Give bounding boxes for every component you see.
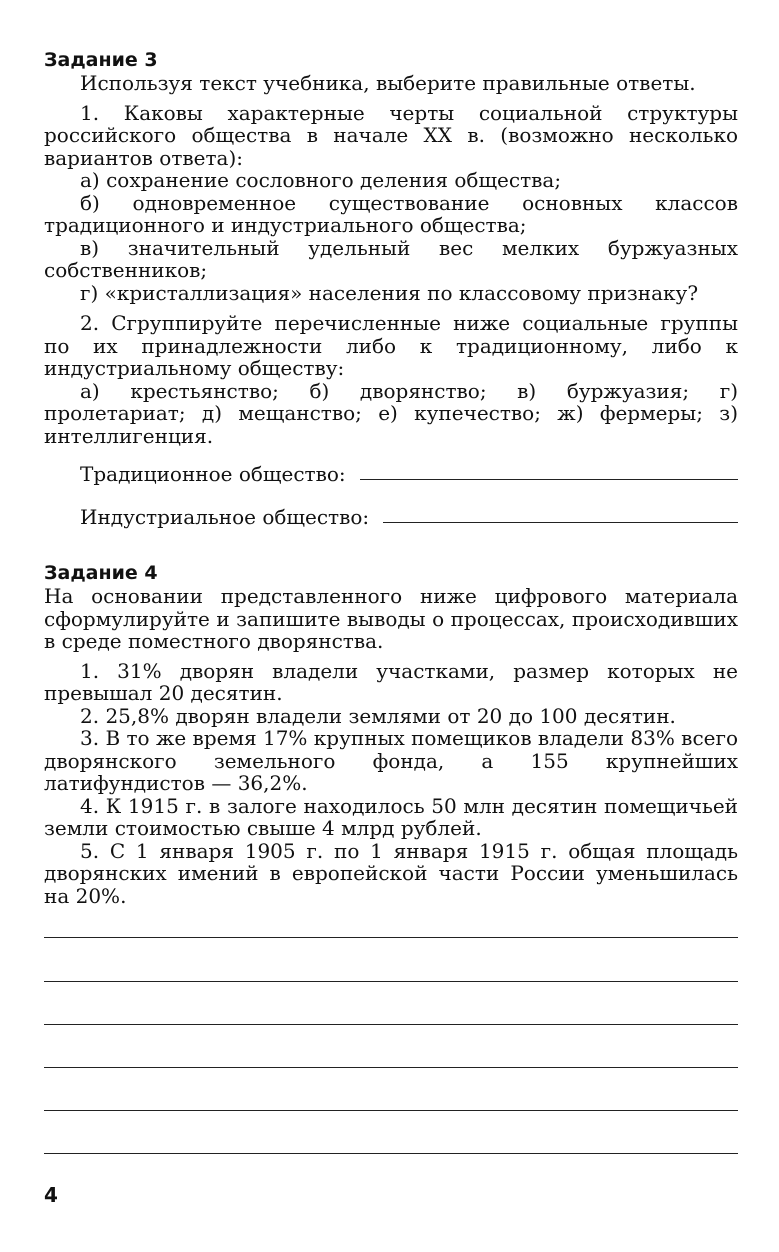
answer-line[interactable] bbox=[44, 1153, 738, 1154]
answer-line[interactable] bbox=[44, 1067, 738, 1068]
task3-intro: Используя текст учебника, выберите правильные ответы. bbox=[80, 71, 696, 95]
task3-q1-option-d: г) «кристаллизация» населения по классовому признаку? bbox=[80, 280, 699, 305]
industrial-society-label: Индустриальное общество: bbox=[80, 505, 370, 529]
task3-q1-option-b: б) одновременное существование основных классов традиционного и индустриального общества; bbox=[44, 190, 738, 237]
task3-body bbox=[44, 72, 738, 447]
task3-q2-text: 2. Сгруппируйте перечисленные ниже социальные группы по их принадлежности либо к традиционному, либо к индустриальному обществу: bbox=[44, 311, 738, 380]
task4-title: Задание 4 bbox=[44, 562, 158, 584]
task4-fact-1: 1. 31% дворян владели участками, размер которых не превышал 20 десятин. bbox=[44, 658, 738, 705]
traditional-society-answer-line[interactable] bbox=[360, 473, 738, 480]
answer-line[interactable] bbox=[44, 1024, 738, 1025]
task3-q2-list: а) крестьянство; б) дворянство; в) буржуазия; г) пролетариат; д) мещанство; е) купечество; ж) фермеры; з) интеллигенция. bbox=[44, 378, 738, 448]
task3-q1-text: 1. Каковы характерные черты социальной структуры российского общества в начале XX в. (возможно несколько вариантов ответа): bbox=[44, 100, 738, 170]
traditional-society-row bbox=[80, 460, 738, 486]
task4-body bbox=[44, 585, 738, 907]
answer-line[interactable] bbox=[44, 1110, 738, 1111]
task4-fact-4: 4. К 1915 г. в залоге находилось 50 млн десятин помещичьей земли стоимостью свыше 4 млрд рублей. bbox=[44, 793, 738, 840]
task4-fact-2: 2. 25,8% дворян владели землями от 20 до 100 десятин. bbox=[80, 703, 676, 728]
page-number: 4 bbox=[44, 1183, 58, 1207]
task4-fact-3: 3. В то же время 17% крупных помещиков владели 83% всего дворянского земельного фонда, а 155 крупнейших латифундистов — 36,2%. bbox=[44, 726, 738, 795]
task3-q1-option-a: а) сохранение сословного деления общества; bbox=[80, 168, 562, 192]
answer-line[interactable] bbox=[44, 981, 738, 982]
traditional-society-label: Традиционное общество: bbox=[80, 462, 346, 486]
answer-line[interactable] bbox=[44, 937, 738, 938]
task3-q1-option-c: в) значительный удельный вес мелких буржуазных собственников; bbox=[44, 235, 738, 282]
task4-fact-5: 5. С 1 января 1905 г. по 1 января 1915 г. общая площадь дворянских имений в европейской части России уменьшилась на 20%. bbox=[44, 838, 738, 908]
industrial-society-answer-line[interactable] bbox=[383, 516, 738, 523]
task4-intro: На основании представленного ниже цифрового материала сформулируйте и запишите выводы о процессах, происходивших в среде поместного дворянства. bbox=[44, 584, 738, 653]
industrial-society-row bbox=[80, 503, 738, 529]
task3-title: Задание 3 bbox=[44, 49, 158, 71]
